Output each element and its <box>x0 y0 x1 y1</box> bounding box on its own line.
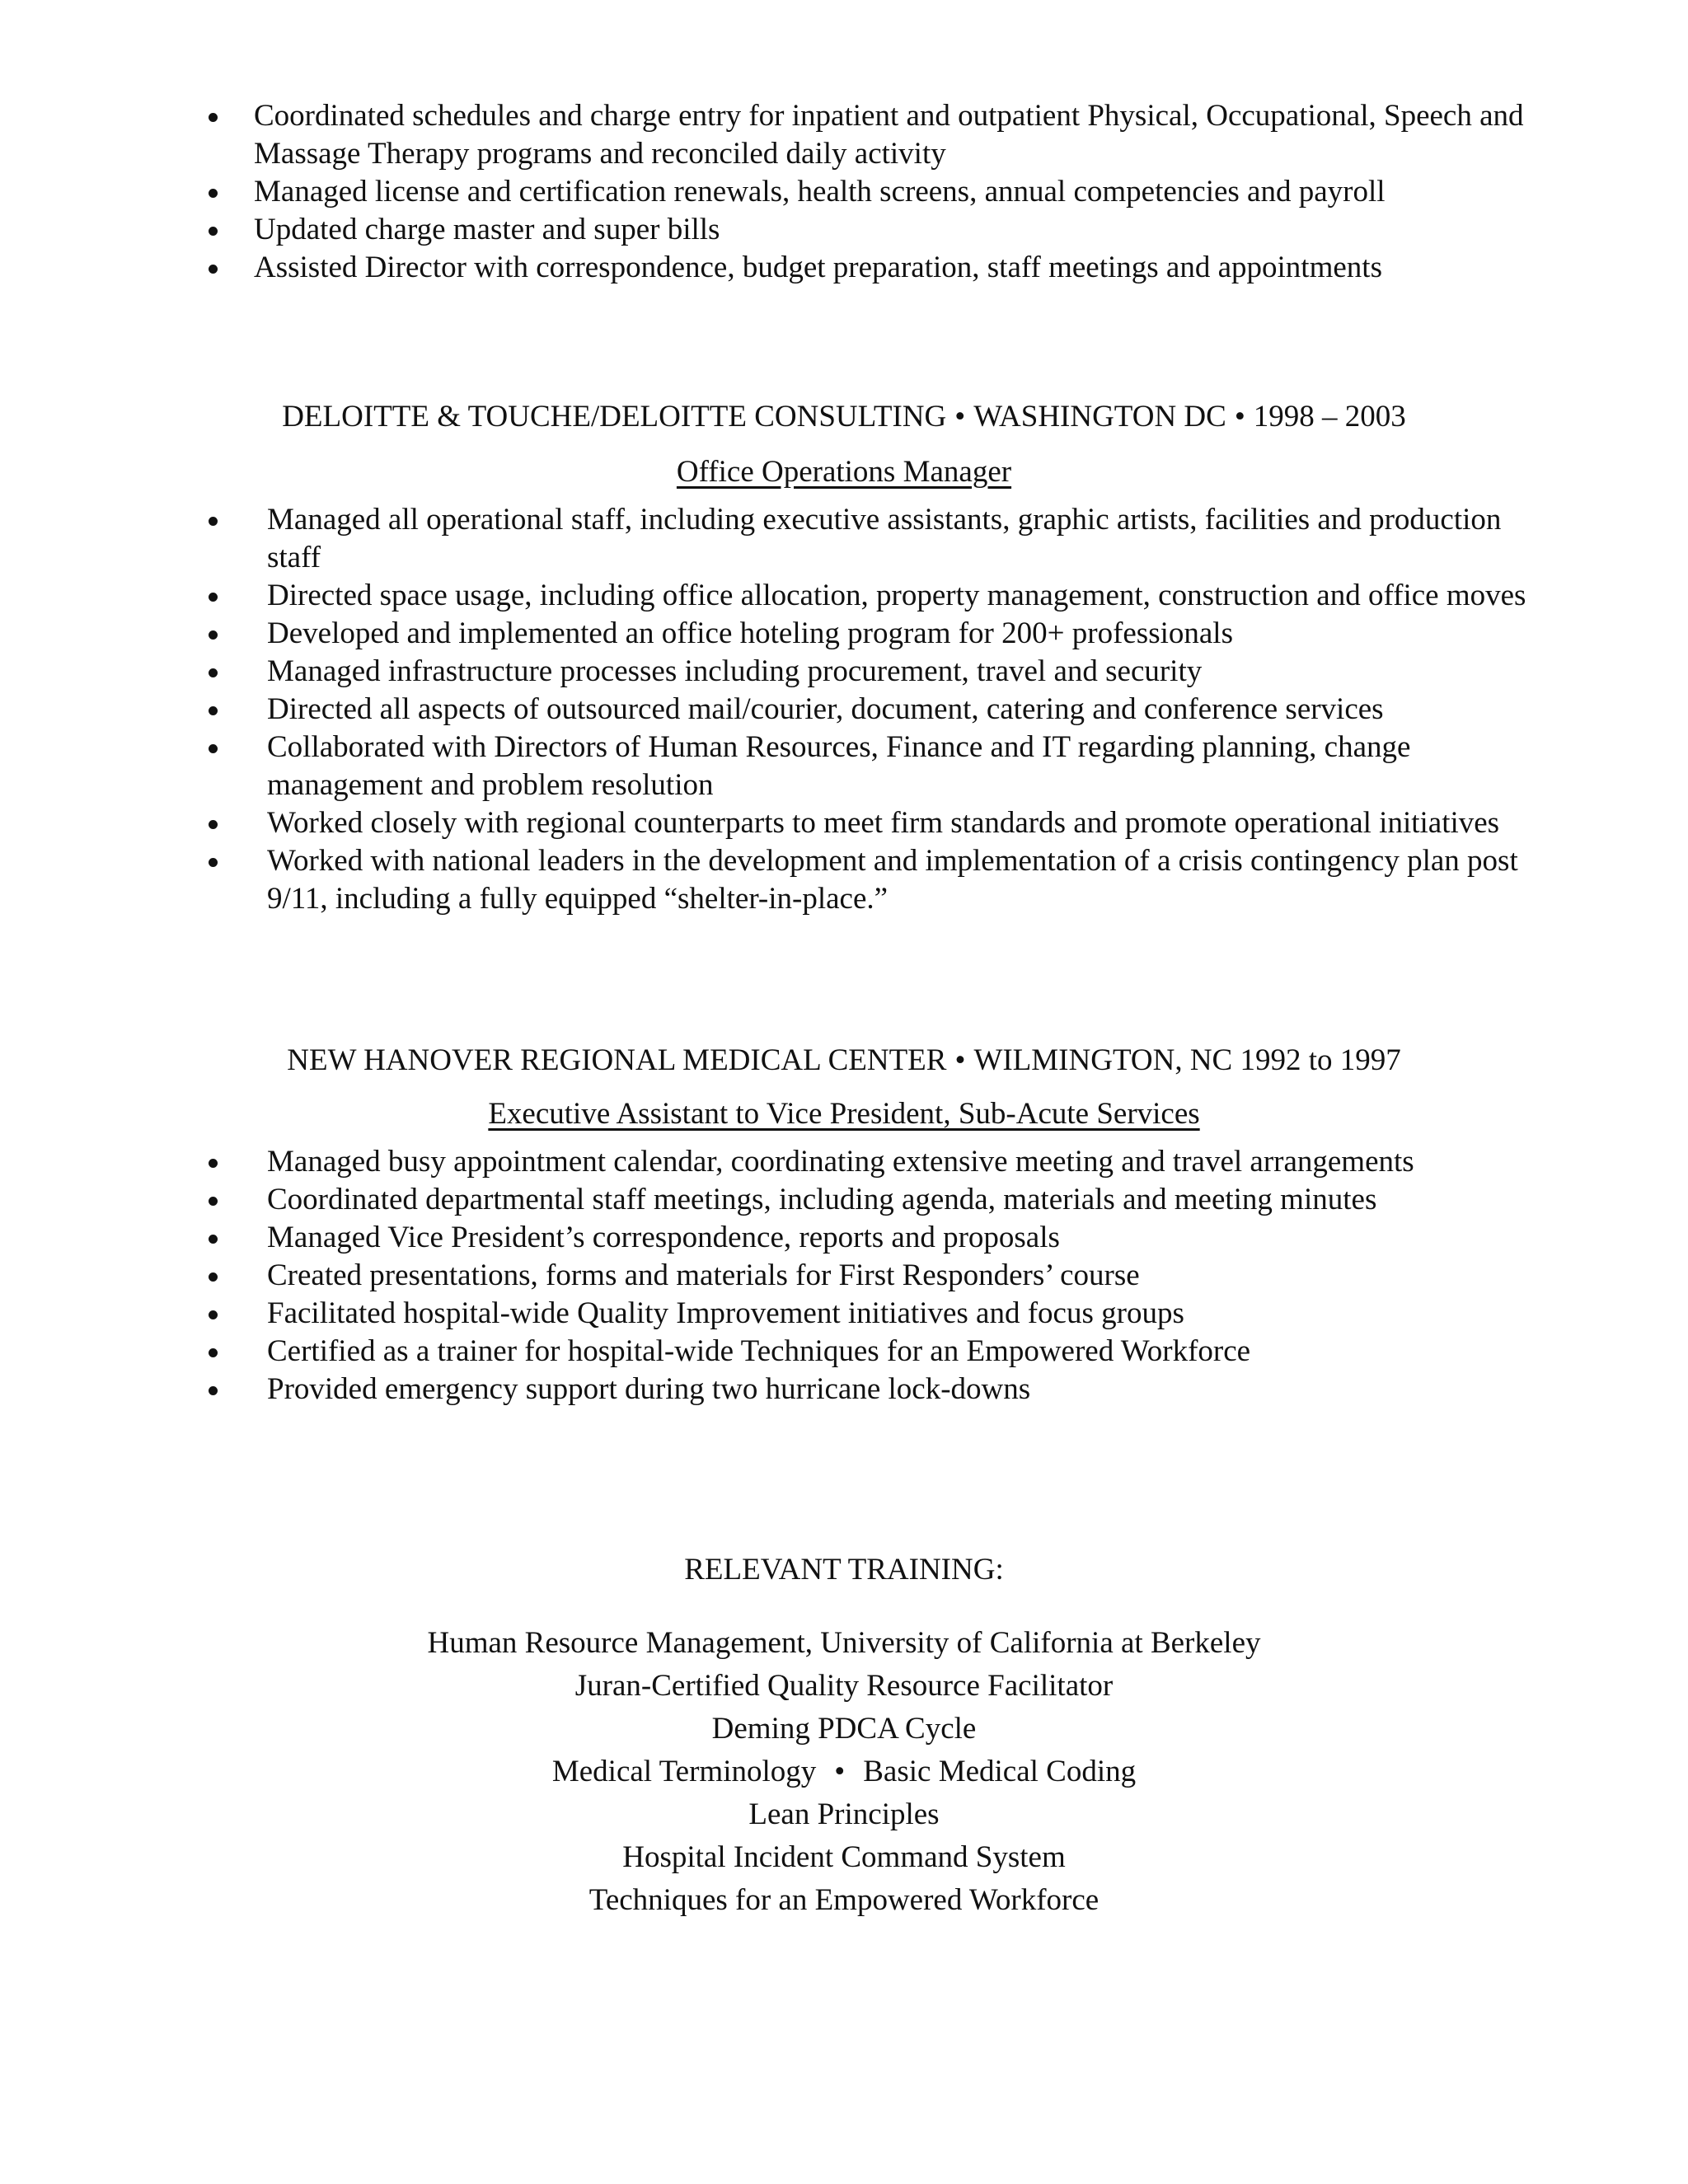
training-item: Human Resource Management, University of California at Berkeley <box>427 1626 1261 1660</box>
training-heading: RELEVANT TRAINING: <box>684 1553 1004 1586</box>
bullet-text: Assisted Director with correspondence, budget preparation, staff meetings and appointments <box>254 251 1382 284</box>
bullet-text: Certified as a trainer for hospital-wide Techniques for an Empowered Workforce <box>267 1334 1251 1368</box>
bullet-text: Directed space usage, including office allocation, property management, construction and office moves <box>267 579 1526 612</box>
bullet-dot-icon <box>209 265 218 274</box>
nhrmc-bullet-list <box>267 1143 1536 1408</box>
bullet-item <box>267 691 1536 729</box>
employment-dates: 1998 – 2003 <box>1253 400 1406 434</box>
bullet-dot-icon <box>209 630 218 640</box>
training-item: Juran-Certified Quality Resource Facilitator <box>574 1669 1114 1703</box>
bullet-dot-icon <box>209 1310 218 1319</box>
bullet-dot-icon <box>209 593 218 602</box>
training-item: Hospital Incident Command System <box>622 1840 1066 1874</box>
bullet-dot-icon <box>209 1348 218 1357</box>
bullet-text: Provided emergency support during two hurricane lock-downs <box>267 1372 1031 1406</box>
bullet-dot-icon <box>209 113 218 122</box>
deloitte-bullet-list <box>267 501 1536 918</box>
previous-job-bullet-list <box>254 97 1540 287</box>
bullet-dot-icon <box>209 189 218 198</box>
bullet-text: Collaborated with Directors of Human Resources, Finance and IT regarding planning, change management and problem resolution <box>267 730 1411 802</box>
deloitte-employer-line <box>0 398 1688 436</box>
employer-name: DELOITTE & TOUCHE/DELOITTE CONSULTING <box>282 400 947 434</box>
bullet-text: Managed all operational staff, including executive assistants, graphic artists, facilities and production staff <box>267 503 1502 574</box>
bullet-dot-icon <box>209 1197 218 1206</box>
bullet-item <box>267 615 1536 653</box>
training-item: Techniques for an Empowered Workforce <box>588 1883 1100 1917</box>
bullet-dot-icon <box>209 1272 218 1282</box>
bullet-text: Managed infrastructure processes including procurement, travel and security <box>267 654 1203 688</box>
nhrmc-job-title: Executive Assistant to Vice President, Sub-Acute Services <box>488 1097 1200 1131</box>
separator-dot: • <box>834 1755 846 1788</box>
bullet-item <box>267 501 1536 577</box>
bullet-dot-icon <box>209 820 218 829</box>
nhrmc-employer-line <box>0 1042 1688 1080</box>
bullet-item <box>267 729 1536 804</box>
bullet-text: Developed and implemented an office hoteling program for 200+ professionals <box>267 616 1233 650</box>
bullet-text: Managed license and certification renewals, health screens, annual competencies and payroll <box>254 175 1386 209</box>
bullet-text: Created presentations, forms and materials for First Responders’ course <box>267 1258 1140 1292</box>
training-item: Lean Principles <box>748 1797 940 1831</box>
bullet-item <box>267 804 1536 842</box>
bullet-dot-icon <box>209 1386 218 1395</box>
bullet-item <box>254 211 1540 249</box>
deloitte-job-title: Office Operations Manager <box>676 455 1012 489</box>
separator-dot: • <box>954 400 966 434</box>
bullet-item <box>267 1219 1536 1257</box>
separator-dot: • <box>954 1043 966 1077</box>
training-list <box>0 1622 1688 1922</box>
bullet-dot-icon <box>209 1159 218 1168</box>
bullet-dot-icon <box>209 227 218 236</box>
bullet-dot-icon <box>209 668 218 677</box>
training-item: Deming PDCA Cycle <box>711 1712 977 1746</box>
bullet-text: Coordinated schedules and charge entry for inpatient and outpatient Physical, Occupational, Speech and Massage Therapy programs and reconciled daily activity <box>254 99 1524 171</box>
bullet-item <box>254 249 1540 287</box>
bullet-text: Coordinated departmental staff meetings, including agenda, materials and meeting minutes <box>267 1183 1377 1216</box>
bullet-item <box>254 97 1540 173</box>
training-item-combined <box>0 1750 1688 1793</box>
training-item-right: Basic Medical Coding <box>863 1755 1137 1788</box>
bullet-item <box>267 653 1536 691</box>
bullet-item <box>267 1371 1536 1408</box>
bullet-dot-icon <box>209 706 218 715</box>
bullet-dot-icon <box>209 858 218 867</box>
bullet-text: Managed Vice President’s correspondence, reports and proposals <box>267 1221 1060 1254</box>
separator-dot: • <box>1234 400 1245 434</box>
bullet-dot-icon <box>209 1235 218 1244</box>
bullet-dot-icon <box>209 744 218 753</box>
training-item-left: Medical Terminology <box>551 1755 817 1788</box>
bullet-text: Updated charge master and super bills <box>254 213 720 246</box>
bullet-item <box>267 1181 1536 1219</box>
bullet-item <box>267 1333 1536 1371</box>
employer-location: WASHINGTON DC <box>973 400 1226 434</box>
employer-location-dates: WILMINGTON, NC 1992 to 1997 <box>973 1043 1401 1077</box>
bullet-item <box>267 1143 1536 1181</box>
bullet-item <box>267 842 1536 918</box>
bullet-item <box>267 577 1536 615</box>
employer-name: NEW HANOVER REGIONAL MEDICAL CENTER <box>287 1043 947 1077</box>
bullet-item <box>267 1257 1536 1295</box>
bullet-text: Worked with national leaders in the development and implementation of a crisis contingency plan post 9/11, including a fully equipped “shelter-in-place.” <box>267 844 1518 916</box>
bullet-text: Worked closely with regional counterparts to meet firm standards and promote operational initiatives <box>267 806 1500 840</box>
bullet-item <box>267 1295 1536 1333</box>
bullet-item <box>254 173 1540 211</box>
bullet-text: Directed all aspects of outsourced mail/courier, document, catering and conference services <box>267 692 1384 726</box>
bullet-text: Facilitated hospital-wide Quality Improvement initiatives and focus groups <box>267 1296 1184 1330</box>
bullet-text: Managed busy appointment calendar, coordinating extensive meeting and travel arrangements <box>267 1145 1414 1179</box>
bullet-dot-icon <box>209 517 218 526</box>
